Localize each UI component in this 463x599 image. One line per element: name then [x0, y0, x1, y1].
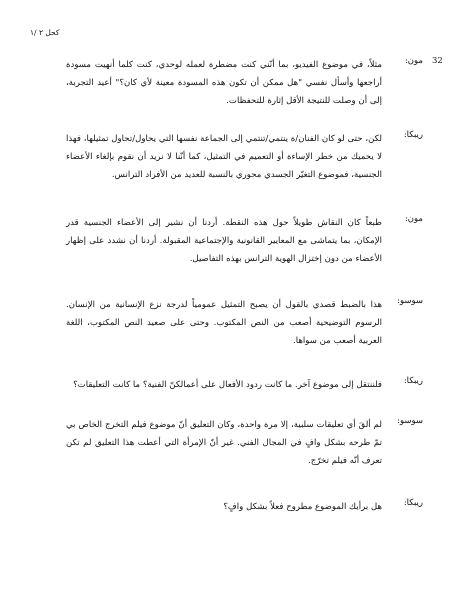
- speaker-label: سوسو:: [397, 416, 423, 426]
- dialogue-text: طبعاً كان النقاش طويلاً حول هذه النقطة. أردنا أن نشير إلى الأعضاء الجنسية قدر الإمكان، بما يتماشى مع المعايير القانونية والإجتماعية المقبولة. أردنا أن نشدد على إظهار الأعضاء من دون إختزال الهوية الترانس بهذه التفاصيل.: [66, 218, 382, 264]
- speaker-label: ريبكا:: [403, 376, 423, 386]
- speaker-label: مون:: [404, 56, 423, 66]
- speaker-label: ريبكا:: [403, 130, 423, 140]
- dialogue-text: مثلاً، في موضوع الفيديو، بما أنّني كنت مضطرة لعمله لوحدي، كنت كلما أنهيت مسودة أراجعها وأسأل نفسي "هل ممكن أن تكون هذه المسودة معينة لأي كان؟" أعيد التجربة، إلى أن وصلت للنتيجة الأقل إثارة للتحفظات.: [66, 60, 382, 106]
- speaker-label: سوسو:: [397, 296, 423, 306]
- dialogue-text: فلننتقل إلى موضوع آخر. ما كانت ردود الأفعال على أعمالكنّ الفنية؟ ما كانت التعليقات؟: [73, 380, 382, 390]
- speaker-label: ريبكا:: [403, 498, 423, 508]
- line-number: 32: [432, 56, 443, 66]
- dialogue-text: هل برأيك الموضوع مطروح فعلاً بشكل وافٍ؟: [223, 502, 382, 512]
- speaker-label: مون:: [404, 214, 423, 224]
- dialogue-text: لم ألقَ أي تعليقات سلبية، إلا مرة واحدة، وكان التعليق أنّ موضوع فيلم التخرج الخاص بي تمّ طرحه بشكل وافٍ في المجال الفني. غير أنّ الإمرأة التي أعطت هذا التعليق لم تكن تعرف أنّه فيلم تخرّج.: [66, 420, 382, 466]
- dialogue-text: هذا بالضبط قصدي بالقول أن يصبح التمثيل عمومياً لدرجة نزع الإنسانية من الإنسان. الرسوم التوضيحية أصعب من النص المكتوب. وحتى على صعيد النص المكتوب، اللغة العربية أصعب من سواها.: [66, 300, 382, 346]
- page-header: كحل ٢ /١: [30, 28, 60, 37]
- dialogue-text: لكن، حتى لو كان الفنان/ة ينتمي/تنتمي إلى الجماعة نفسها التي يحاول/تحاول تمثيلها، فهذا لا يحميك من خطر الإساءة أو التعميم في التمثيل، كما أنّنا لا نريد أن نقوم بإلغاء الأعضاء الجنسية، فموضوع التغيّر الجسدي محوري بالنسبة للعديد من الأفراد الترانس.: [66, 134, 382, 180]
